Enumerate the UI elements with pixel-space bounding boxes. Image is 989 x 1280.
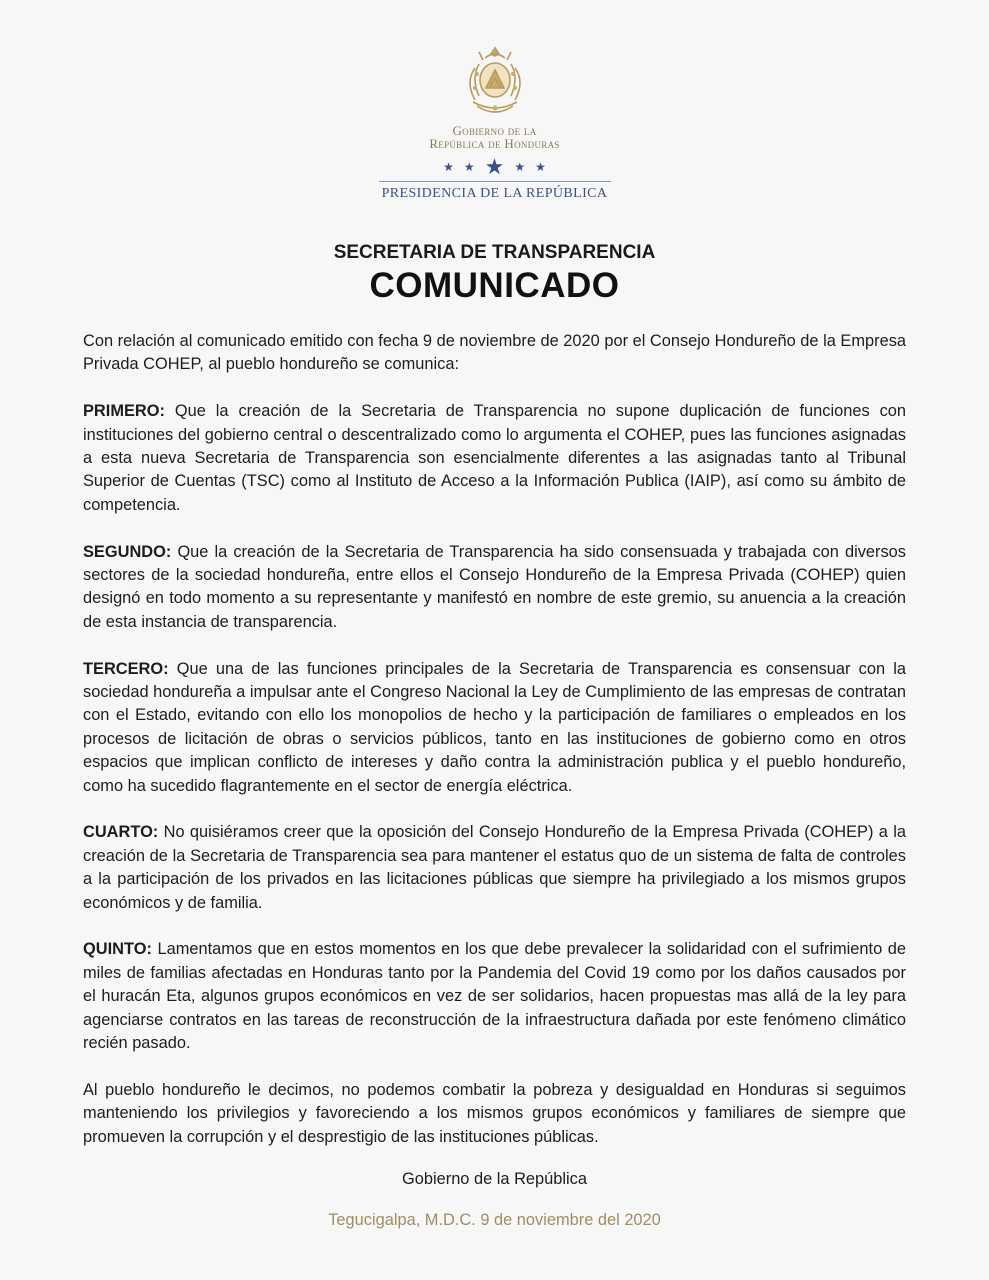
star-icon: ★ [535,160,546,174]
section-text: Que una de las funciones principales de la Secretaria de Transparencia es consensuar con la sociedad hondureña a impulsar ante el Congreso Nacional la Ley de Cumplimiento de las empresas de contratan con el Estado, evitando con ello los monopolios de hecho y la participación de familiares o empleados en los procesos de licitación de obras o servicios públicos, tanto en las instituciones de gobierno como en otros espacios que implican conflicto de intereses y daño contra la administración publica y el pueblo hondureño, como ha sucedido flagrantemente en el sector de energía eléctrica. [83,659,906,795]
signature: Gobierno de la República [402,1170,587,1188]
section-segundo [83,541,906,635]
section-tercero [83,658,906,798]
government-name-line2: República de Honduras [429,136,560,151]
star-icon: ★ [514,160,526,174]
section-text: Que la creación de la Secretaria de Transparencia ha sido consensuada y trabajada con diversos sectores de la sociedad hondureña, entre ellos el Consejo Hondureño de la Empresa Privada (COHEP) quien designó en todo momento a su representante y manifestó en nombre de este gremio, su anuencia a la creación de esta instancia de transparencia. [83,542,906,631]
divider [379,181,611,182]
star-icon: ★ [463,160,475,174]
section-cuarto [83,821,906,915]
section-label: SEGUNDO: [83,542,172,561]
place-date: Tegucigalpa, M.D.C. 9 de noviembre del 2020 [328,1211,661,1229]
coat-of-arms-icon [455,44,535,120]
document-body [83,330,906,1173]
closing-paragraph: Al pueblo hondureño le decimos, no podemos combatir la pobreza y desigualdad en Honduras si seguimos manteniendo los privilegios y favoreciendo a los mismos grupos económicos y familiares de siempre que promueven la corrupción y el desprestigio de las instituciones públicas. [83,1080,906,1146]
star-icon: ★ [443,160,454,174]
government-name-line1: Gobierno de la [452,123,537,138]
section-text: No quisiéramos creer que la oposición del Consejo Hondureño de la Empresa Privada (COHEP) a la creación de la Secretaria de Transparencia sea para mantener el estatus quo de un sistema de falta de controles a la participación de los privados en las licitaciones públicas que siempre ha privilegiado a los mismos grupos económicos y de familia. [83,823,906,912]
document-subtitle: SECRETARIA DE TRANSPARENCIA [333,242,656,263]
star-icon: ★ [484,154,505,179]
section-text: Lamentamos que en estos momentos en los que debe prevalecer la solidaridad con el sufrimiento de miles de familias afectadas en Honduras tanto por la Pandemia del Covid 19 como por los daños causados por el huracán Eta, algunos grupos económicos en vez de ser solidarios, hacen propuestas mas allá de la ley para agenciarse contratos en las tareas de reconstrucción de la infraestructura dañada por este fenómeno climático recién pasado. [83,940,906,1053]
section-primero [83,400,906,517]
presidencia-label: PRESIDENCIA DE LA REPÚBLICA [381,186,608,201]
page-title: COMUNICADO [369,266,620,305]
section-label: CUARTO: [83,823,159,842]
section-label: TERCERO: [83,659,169,678]
stars-row [0,156,989,178]
section-label: PRIMERO: [83,402,165,421]
section-quinto [83,938,906,1055]
letterhead [0,44,989,202]
section-text: Que la creación de la Secretaria de Transparencia no supone duplicación de funciones con instituciones del gobierno central o descentralizado como lo argumenta el COHEP, pues las funciones asignadas a esta nueva Secretaria de Transparencia son esencialmente diferentes a las asignadas tanto al Tribunal Superior de Cuentas (TSC) como al Instituto de Acceso a la Información Publica (IAIP), así como su ámbito de competencia. [83,402,907,514]
section-label: QUINTO: [83,940,152,959]
intro-paragraph: Con relación al comunicado emitido con fecha 9 de noviembre de 2020 por el Consejo Hondureño de la Empresa Privada COHEP, al pueblo hondureño se comunica: [83,332,906,374]
